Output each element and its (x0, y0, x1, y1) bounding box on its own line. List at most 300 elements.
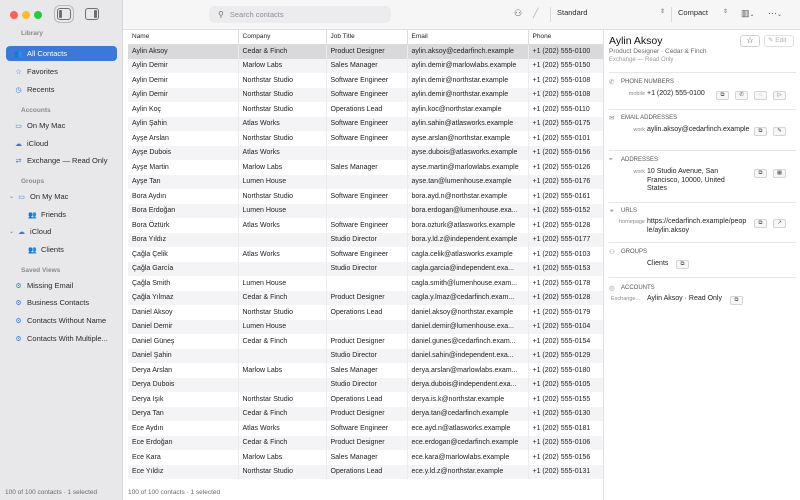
updown-icon: ⇕ (722, 9, 728, 15)
table-cell: Daniel Demir (128, 320, 238, 335)
table-cell: aylin.aksoy@cedarfinch.example (407, 44, 528, 59)
sidebar-item[interactable] (6, 313, 117, 328)
table-row[interactable] (128, 465, 603, 480)
table-cell: Northstar Studio (238, 102, 326, 117)
phone-value[interactable]: +1 (202) 555-0100 (647, 90, 705, 97)
table-cell: Sales Manager (326, 363, 407, 378)
gear-icon: ⚙ (15, 317, 22, 325)
table-cell: Daniel Güneş (128, 334, 238, 349)
column-header[interactable]: Email (407, 30, 528, 44)
table-cell: +1 (202) 555-0152 (528, 204, 603, 219)
table-row[interactable] (128, 378, 603, 393)
table-cell: bora.ozturk@atlasworks.example (407, 218, 528, 233)
table-cell: Software Engineer (326, 131, 407, 146)
table-cell: Sales Manager (326, 160, 407, 175)
table-row[interactable] (128, 131, 603, 146)
address-section-title: ADDRESSES (621, 157, 659, 163)
table-cell: Aylin Demir (128, 88, 238, 103)
copy-icon[interactable]: ⧉ (754, 169, 767, 178)
table-cell: Northstar Studio (238, 189, 326, 204)
computer-icon: ▭ (18, 193, 25, 201)
sidebar-item[interactable] (6, 242, 117, 257)
map-icon[interactable]: ▦ (773, 169, 786, 178)
table-cell: derya.is.k@northstar.example (407, 392, 528, 407)
table-cell: +1 (202) 555-0128 (528, 218, 603, 233)
sidebar-item[interactable] (6, 64, 117, 79)
copy-icon[interactable]: ⧉ (754, 127, 767, 136)
table-cell: +1 (202) 555-0105 (528, 378, 603, 393)
toolbar (123, 0, 800, 30)
table-cell: Software Engineer (326, 117, 407, 132)
table-cell: derya.tan@cedarfinch.example (407, 407, 528, 422)
accounts-value: Aylin Aksoy · Read Only (647, 295, 722, 302)
sidebar-item[interactable] (6, 118, 117, 133)
sidebar-item-label: All Contacts (27, 49, 68, 58)
phone-icon: ✆ (609, 79, 615, 86)
table-cell: cagla.garcia@independent.exa... (407, 262, 528, 277)
url-value[interactable]: https://cedarfinch.example/people/aylin.aksoy (647, 218, 747, 234)
address-section-head (609, 156, 658, 164)
zoom-window-button[interactable] (34, 11, 42, 19)
table-cell: ece.y.ld.z@northstar.example (407, 465, 528, 480)
sidebar-item[interactable] (6, 331, 117, 346)
table-cell: Marlow Labs (238, 363, 326, 378)
copy-icon[interactable]: ⧉ (754, 219, 767, 228)
sidebar-status-text: 100 of 100 contacts · 1 selected (5, 489, 98, 496)
table-cell: Ece Kara (128, 450, 238, 465)
exchange-icon: ⇄ (15, 157, 22, 165)
compose-icon[interactable]: ✎ (773, 127, 786, 136)
contact-subtitle: Product Designer · Cedar & Finch (609, 48, 707, 55)
table-cell: Software Engineer (326, 247, 407, 262)
person-settings-icon[interactable]: ⚇ (514, 8, 523, 18)
phone-section-head (609, 78, 674, 86)
cloud-icon: ☁ (15, 140, 22, 148)
pin-icon: ⌖ (609, 156, 613, 163)
table-cell: Ayşe Arslan (128, 131, 238, 146)
email-section-head (609, 114, 677, 122)
table-cell: Software Engineer (326, 88, 407, 103)
table-cell: Lumen House (238, 276, 326, 291)
groups-section-title: GROUPS (621, 249, 648, 255)
table-cell (238, 349, 326, 364)
table-cell: Northstar Studio (238, 392, 326, 407)
table-cell: +1 (202) 555-0154 (528, 334, 603, 349)
sidebar-item-label: On My Mac (27, 121, 66, 130)
table-cell: +1 (202) 555-0128 (528, 291, 603, 306)
chevron-down-icon[interactable]: ⌄ (9, 229, 15, 235)
table-cell: Northstar Studio (238, 73, 326, 88)
table-cell: Bora Erdoğan (128, 204, 238, 219)
table-row[interactable] (128, 175, 603, 190)
table-cell: +1 (202) 555-0108 (528, 73, 603, 88)
column-header[interactable]: Job Title (326, 30, 407, 44)
table-cell: ece.erdogan@cedarfinch.example (407, 436, 528, 451)
table-cell (326, 146, 407, 161)
table-cell (326, 320, 407, 335)
group-icon: 👥 (28, 246, 37, 254)
table-cell: Studio Director (326, 233, 407, 248)
url-section-head (609, 207, 637, 215)
table-cell: Çağla Smith (128, 276, 238, 291)
updown-icon: ⇕ (659, 9, 665, 15)
url-section-title: URLS (621, 208, 638, 214)
address-value[interactable]: 10 Studio Avenue, San Francisco, 10000, United States (647, 168, 725, 192)
table-row[interactable] (128, 320, 603, 335)
table-cell: Lumen House (238, 320, 326, 335)
table-cell: daniel.demir@lumenhouse.exa... (407, 320, 528, 335)
table-cell: Product Designer (326, 291, 407, 306)
table-cell: +1 (202) 555-0130 (528, 407, 603, 422)
table-cell: +1 (202) 555-0156 (528, 450, 603, 465)
table-cell (238, 378, 326, 393)
table-row[interactable] (128, 407, 603, 422)
table-cell: +1 (202) 555-0176 (528, 175, 603, 190)
table-row[interactable] (128, 59, 603, 74)
table-cell: Sales Manager (326, 59, 407, 74)
table-cell: Atlas Works (238, 117, 326, 132)
table-cell: Software Engineer (326, 421, 407, 436)
email-label: work (633, 127, 645, 133)
sidebar-item[interactable] (6, 224, 117, 239)
table-cell: ayse.martin@marlowlabs.example (407, 160, 528, 175)
table-row[interactable] (128, 204, 603, 219)
table-cell: daniel.sahin@independent.exa... (407, 349, 528, 364)
table-cell: Çağla García (128, 262, 238, 277)
table-cell: Product Designer (326, 334, 407, 349)
table-cell: +1 (202) 555-0106 (528, 436, 603, 451)
sidebar (0, 0, 123, 500)
search-icon: ⚲ (218, 10, 224, 19)
table-cell: bora.y.ld.z@independent.example (407, 233, 528, 248)
sidebar-group-header: Saved Views (21, 267, 61, 274)
sidebar-item[interactable] (6, 189, 117, 204)
sidebar-item[interactable] (6, 295, 117, 310)
table-cell: Derya Arslan (128, 363, 238, 378)
table-cell: Atlas Works (238, 421, 326, 436)
table-cell: Aylin Şahin (128, 117, 238, 132)
table-cell: Northstar Studio (238, 305, 326, 320)
table-cell: Operations Lead (326, 102, 407, 117)
table-cell: Daniel Aksoy (128, 305, 238, 320)
people-icon: 👥 (14, 50, 23, 58)
sidebar-group-header: Groups (21, 178, 45, 185)
table-cell: +1 (202) 555-0156 (528, 146, 603, 161)
table-cell: Aylin Aksoy (128, 44, 238, 59)
envelope-icon: ✉ (609, 115, 615, 122)
toggle-inspector-button[interactable] (85, 8, 99, 20)
table-cell: ece.ayd.n@atlasworks.example (407, 421, 528, 436)
window-controls (10, 11, 42, 19)
table-cell (326, 276, 407, 291)
style-popup-label: Standard (557, 8, 588, 17)
table-cell: Operations Lead (326, 465, 407, 480)
table-cell (238, 233, 326, 248)
table-cell: Software Engineer (326, 218, 407, 233)
table-cell: Bora Aydın (128, 189, 238, 204)
table-cell: daniel.aksoy@northstar.example (407, 305, 528, 320)
table-cell: Software Engineer (326, 73, 407, 88)
sidebar-group-header: Library (21, 30, 44, 37)
table-row[interactable] (128, 218, 603, 233)
message-icon[interactable]: ◌ (754, 91, 767, 100)
search-placeholder: Search contacts (229, 10, 284, 19)
table-row[interactable] (128, 44, 603, 59)
sidebar-item-label: Recents (27, 85, 55, 94)
table-cell: Lumen House (238, 175, 326, 190)
table-cell: Bora Öztürk (128, 218, 238, 233)
table-cell: Ayşe Dubois (128, 146, 238, 161)
density-popup-label: Compact (678, 8, 709, 17)
sidebar-item-label: Clients (41, 245, 64, 254)
table-cell: +1 (202) 555-0131 (528, 465, 603, 480)
table-row[interactable] (128, 436, 603, 451)
table-cell: aylin.demir@northstar.example (407, 88, 528, 103)
table-cell: Aylin Koç (128, 102, 238, 117)
table-cell: aylin.demir@marlowlabs.example (407, 59, 528, 74)
table-row[interactable] (128, 363, 603, 378)
table-cell: +1 (202) 555-0180 (528, 363, 603, 378)
table-cell: +1 (202) 555-0108 (528, 88, 603, 103)
style-popup[interactable] (557, 8, 665, 17)
table-cell: derya.arslan@marlowlabs.exam... (407, 363, 528, 378)
table-cell: +1 (202) 555-0100 (528, 44, 603, 59)
table-cell: Ayşe Tan (128, 175, 238, 190)
table-cell: Aylin Demir (128, 73, 238, 88)
email-section-title: EMAIL ADDRESSES (621, 115, 678, 121)
table-row[interactable] (128, 160, 603, 175)
table-status-text: 100 of 100 contacts · 1 selected (128, 489, 221, 496)
accounts-label: Exchange... (611, 296, 641, 302)
column-header[interactable]: Phone (528, 30, 603, 44)
sidebar-item-label: Contacts Without Name (27, 316, 107, 325)
phone-section-title: PHONE NUMBERS (621, 79, 675, 85)
sidebar-item-label: Contacts With Multiple... (27, 334, 108, 343)
table-cell: Cedar & Finch (238, 44, 326, 59)
copy-icon[interactable]: ⧉ (676, 260, 689, 269)
favorite-star-button[interactable]: ☆ (740, 35, 760, 47)
contact-name: Aylin Aksoy (609, 35, 663, 47)
table-row[interactable] (128, 276, 603, 291)
table-cell (326, 175, 407, 190)
sidebar-item[interactable] (6, 82, 117, 97)
table-cell: +1 (202) 555-0161 (528, 189, 603, 204)
table-cell: +1 (202) 555-0178 (528, 276, 603, 291)
table-cell: Çağla Yılmaz (128, 291, 238, 306)
table-cell: Studio Director (326, 262, 407, 277)
table-cell: Marlow Labs (238, 160, 326, 175)
table-row[interactable] (128, 291, 603, 306)
table-cell: +1 (202) 555-0104 (528, 320, 603, 335)
pencil-icon[interactable]: ╱ (533, 8, 539, 18)
table-row[interactable] (128, 247, 603, 262)
more-icon[interactable]: ⋯⌄ (768, 8, 783, 18)
table-cell: Ece Erdoğan (128, 436, 238, 451)
table-row[interactable] (128, 392, 603, 407)
table-cell: Northstar Studio (238, 88, 326, 103)
table-cell: aylin.koc@northstar.example (407, 102, 528, 117)
pencil-icon: ✎ (768, 37, 774, 44)
minimize-window-button[interactable] (22, 11, 30, 19)
table-row[interactable] (128, 146, 603, 161)
contacts-table[interactable] (128, 30, 603, 485)
table-cell: Atlas Works (238, 247, 326, 262)
sidebar-item-label: Friends (41, 210, 67, 219)
sidebar-item-label: Missing Email (27, 281, 74, 290)
table-cell: ayse.arslan@northstar.example (407, 131, 528, 146)
table-row[interactable] (128, 334, 603, 349)
contact-source: Exchange — Read Only (609, 57, 674, 63)
chevron-down-icon[interactable]: ⌄ (9, 194, 15, 200)
column-header[interactable]: Company (238, 30, 326, 44)
table-cell: Studio Director (326, 378, 407, 393)
table-row[interactable] (128, 233, 603, 248)
clock-icon: ◷ (15, 86, 22, 94)
column-header[interactable]: Name (128, 30, 238, 44)
columns-icon[interactable]: ▥⌄ (741, 8, 755, 18)
table-cell: bora.ayd.n@northstar.example (407, 189, 528, 204)
table-row[interactable] (128, 88, 603, 103)
table-cell: Northstar Studio (238, 465, 326, 480)
table-row[interactable] (128, 349, 603, 364)
table-cell: +1 (202) 555-0103 (528, 247, 603, 262)
sidebar-item-label: Exchange — Read Only (27, 156, 108, 165)
search-input[interactable] (209, 6, 391, 23)
table-cell: Ece Aydın (128, 421, 238, 436)
table-cell: +1 (202) 555-0110 (528, 102, 603, 117)
table-cell: +1 (202) 555-0126 (528, 160, 603, 175)
table-cell: Software Engineer (326, 189, 407, 204)
table-cell: cagla.celik@atlasworks.example (407, 247, 528, 262)
table-cell: Derya Tan (128, 407, 238, 422)
table-cell: Aylin Demir (128, 59, 238, 74)
table-cell: Derya Dubois (128, 378, 238, 393)
account-icon: ◎ (609, 285, 615, 292)
table-row[interactable] (128, 450, 603, 465)
accounts-section-head (609, 284, 655, 292)
edit-button[interactable] (764, 35, 794, 47)
table-cell: Lumen House (238, 204, 326, 219)
facetime-icon[interactable]: ▷ (773, 91, 786, 100)
url-label: homepage (619, 219, 645, 225)
table-cell: ayse.tan@lumenhouse.example (407, 175, 528, 190)
sidebar-item-label: Business Contacts (27, 298, 90, 307)
sidebar-group-header: Accounts (21, 107, 51, 114)
accounts-section-title: ACCOUNTS (621, 285, 655, 291)
table-row[interactable] (128, 262, 603, 277)
table-cell: Product Designer (326, 407, 407, 422)
address-label: work (633, 169, 645, 175)
sidebar-item-label: iCloud (27, 139, 49, 148)
table-cell: Cedar & Finch (238, 407, 326, 422)
table-row[interactable] (128, 102, 603, 117)
table-row[interactable] (128, 73, 603, 88)
gear-icon: ⚙ (15, 299, 22, 307)
table-cell: Marlow Labs (238, 59, 326, 74)
phone-label: mobile (628, 91, 645, 97)
table-row[interactable] (128, 117, 603, 132)
table-cell: cagla.y.lmaz@cedarfinch.exam... (407, 291, 528, 306)
table-cell: +1 (202) 555-0150 (528, 59, 603, 74)
table-cell: +1 (202) 555-0179 (528, 305, 603, 320)
table-cell: Marlow Labs (238, 450, 326, 465)
table-row[interactable] (128, 305, 603, 320)
table-cell: Ece Yıldız (128, 465, 238, 480)
email-value[interactable]: aylin.aksoy@cedarfinch.example (647, 126, 750, 133)
toggle-sidebar-button[interactable] (57, 8, 71, 20)
table-cell (238, 262, 326, 277)
table-cell: Northstar Studio (238, 131, 326, 146)
table-cell: Atlas Works (238, 146, 326, 161)
edit-button-label: Edit (775, 37, 787, 44)
table-cell: Studio Director (326, 349, 407, 364)
table-cell: +1 (202) 555-0153 (528, 262, 603, 277)
group-icon: ⚇ (609, 249, 615, 256)
open-link-icon[interactable]: ↗ (773, 219, 786, 228)
table-row[interactable] (128, 189, 603, 204)
sidebar-item[interactable] (6, 136, 117, 151)
table-cell: +1 (202) 555-0181 (528, 421, 603, 436)
close-window-button[interactable] (10, 11, 18, 19)
table-cell: Bora Yıldız (128, 233, 238, 248)
group-value[interactable]: Clients (647, 260, 669, 267)
table-cell: Cedar & Finch (238, 334, 326, 349)
table-cell: Derya Işık (128, 392, 238, 407)
table-cell: Product Designer (326, 44, 407, 59)
gear-icon: ⚙ (15, 335, 22, 343)
table-cell: Daniel Şahin (128, 349, 238, 364)
sidebar-item[interactable] (6, 153, 117, 168)
table-cell: cagla.smith@lumenhouse.exam... (407, 276, 528, 291)
copy-icon[interactable]: ⧉ (716, 91, 729, 100)
table-cell: Atlas Works (238, 218, 326, 233)
sidebar-item-label: On My Mac (30, 192, 69, 201)
table-cell: derya.dubois@independent.exa... (407, 378, 528, 393)
sidebar-item[interactable] (6, 207, 117, 222)
table-cell: Çağla Çelik (128, 247, 238, 262)
table-cell: ece.kara@marlowlabs.example (407, 450, 528, 465)
link-icon: ⚭ (609, 208, 615, 215)
copy-icon[interactable]: ⧉ (730, 296, 743, 305)
table-cell: ayse.dubois@atlasworks.example (407, 146, 528, 161)
table-cell: aylin.demir@northstar.example (407, 73, 528, 88)
sidebar-item-label: Favorites (27, 67, 58, 76)
sidebar-item-label: iCloud (30, 227, 52, 236)
table-cell: +1 (202) 555-0101 (528, 131, 603, 146)
call-icon[interactable]: ✆ (735, 91, 748, 100)
sidebar-item[interactable] (6, 46, 117, 61)
table-cell: +1 (202) 555-0175 (528, 117, 603, 132)
table-cell: +1 (202) 555-0177 (528, 233, 603, 248)
table-cell: Cedar & Finch (238, 436, 326, 451)
table-row[interactable] (128, 421, 603, 436)
table-cell (326, 204, 407, 219)
computer-icon: ▭ (15, 122, 22, 130)
table-cell: bora.erdogan@lumenhouse.exa... (407, 204, 528, 219)
sidebar-item[interactable] (6, 278, 117, 293)
table-cell: aylin.sahin@atlasworks.example (407, 117, 528, 132)
density-popup[interactable] (678, 8, 728, 17)
table-cell: Product Designer (326, 436, 407, 451)
table-cell: Operations Lead (326, 305, 407, 320)
table-cell: daniel.gunes@cedarfinch.exam... (407, 334, 528, 349)
table-cell: Operations Lead (326, 392, 407, 407)
groups-section-head (609, 248, 647, 256)
gear-icon: ⚙ (15, 282, 22, 290)
group-icon: 👥 (28, 211, 37, 219)
star-icon: ☆ (15, 68, 22, 76)
table-cell: Sales Manager (326, 450, 407, 465)
